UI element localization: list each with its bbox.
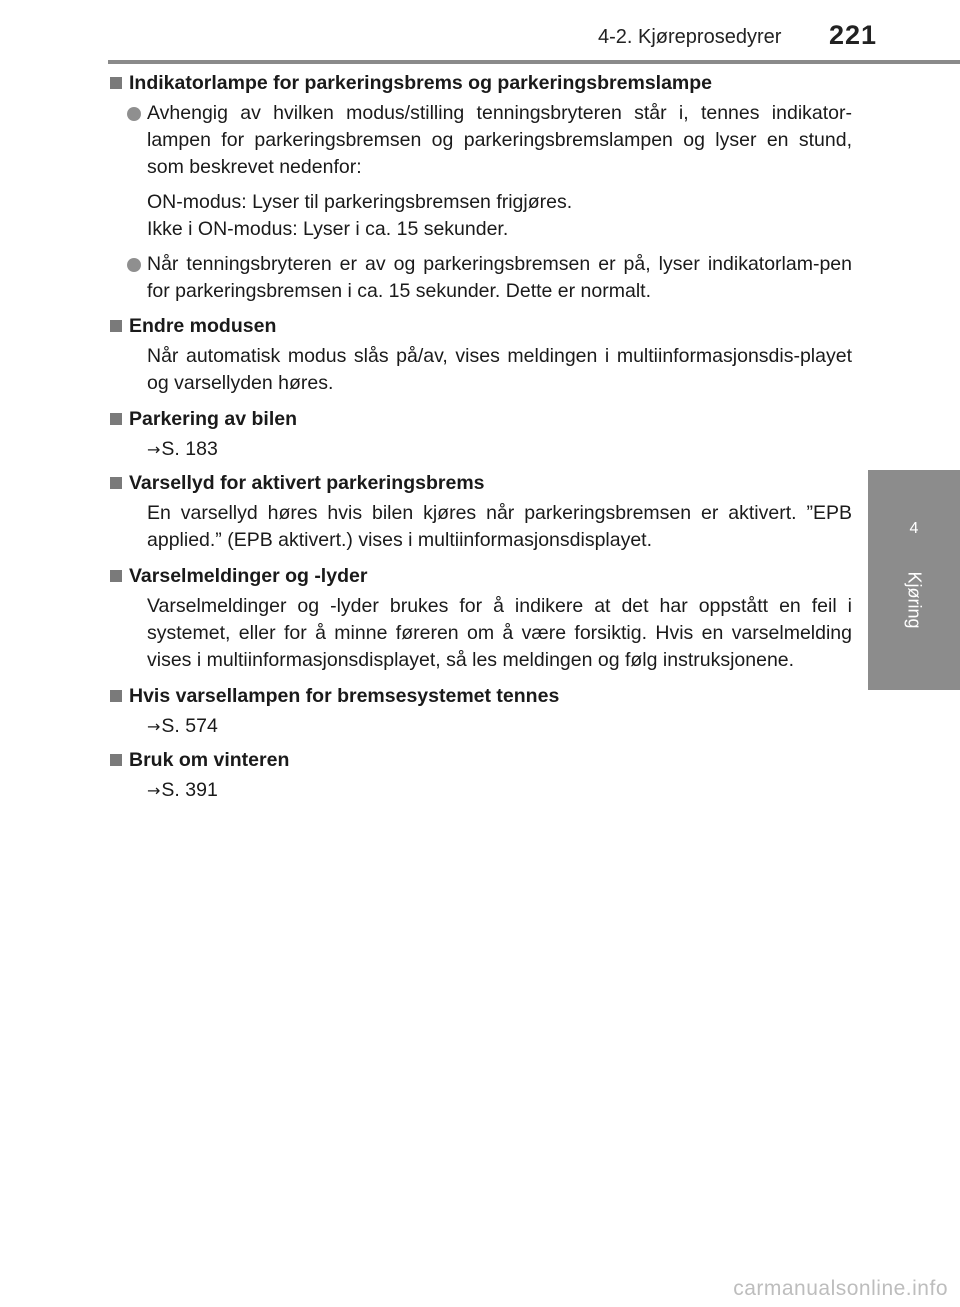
heading-text: Varselmeldinger og -lyder [129,565,368,587]
section-text: En varsellyd høres hvis bilen kjøres når parkeringsbremsen er aktivert. ”EPB applied.” (EPB aktivert.) vises i multiinformasjonsdisplayet. [147,502,852,551]
header-rule [108,60,960,64]
page-reference[interactable] [108,777,852,804]
heading-text: Endre modusen [129,315,277,337]
arrow-right-icon: → [147,717,161,736]
section-text: Varselmeldinger og -lyder brukes for å indikere at det har oppstått en feil i systemet, eller for å minne føreren om å være forsiktig. Hvis en varselmelding vises i multiinformasjonsdisplayet, så les meldingen og følg instruksjonene. [147,595,852,671]
page-reference[interactable] [108,713,852,740]
square-bullet-icon [110,413,122,425]
circle-bullet-icon [127,107,141,121]
watermark: carmanualsonline.info [733,1277,948,1300]
section-text: Når automatisk modus slås på/av, vises meldingen i multiinformasjonsdis-playet og varsellyden høres. [147,345,852,394]
section-heading [108,313,852,340]
section-heading [108,683,852,710]
reference-text: S. 183 [161,438,218,460]
arrow-right-icon: → [147,781,161,800]
section-heading [108,406,852,433]
bullet-item [108,100,852,181]
square-bullet-icon [110,690,122,702]
circle-bullet-icon [127,258,141,272]
chapter-label: Kjøring [904,571,925,629]
reference-text: S. 574 [161,715,218,737]
square-bullet-icon [110,754,122,766]
square-bullet-icon [110,77,122,89]
arrow-right-icon: → [147,440,161,459]
bullet-item [108,251,852,305]
page-content [108,70,852,811]
chapter-tab [868,470,960,690]
square-bullet-icon [110,570,122,582]
section-title: 4-2. Kjøreprosedyrer [598,26,782,48]
section-heading [108,470,852,497]
heading-text: Indikatorlampe for parkeringsbrems og parkeringsbremslampe [129,72,713,94]
square-bullet-icon [110,477,122,489]
note-line: Ikke i ON-modus: Lyser i ca. 15 sekunder. [147,218,509,240]
heading-text: Varsellyd for aktivert parkeringsbrems [129,472,485,494]
section-heading [108,70,852,97]
page-reference[interactable] [108,436,852,463]
page-number: 221 [829,20,878,50]
heading-text: Parkering av bilen [129,408,297,430]
chapter-number: 4 [909,520,919,537]
reference-text: S. 391 [161,779,218,801]
section-heading [108,747,852,774]
heading-text: Bruk om vinteren [129,749,290,771]
section-heading [108,563,852,590]
mode-notes [108,189,852,243]
bullet-text: Når tenningsbryteren er av og parkeringsbremsen er på, lyser indikatorlam-pen for parkeringsbremsen i ca. 15 sekunder. Dette er normalt. [147,253,852,302]
square-bullet-icon [110,320,122,332]
heading-text: Hvis varsellampen for bremsesystemet tennes [129,685,560,707]
bullet-text: Avhengig av hvilken modus/stilling tenningsbryteren står i, tennes indikator-lampen for parkeringsbremsen og parkeringsbremslampen og lyser en stund, som beskrevet nedenfor: [147,102,852,178]
note-line: ON-modus: Lyser til parkeringsbremsen frigjøres. [147,191,573,213]
